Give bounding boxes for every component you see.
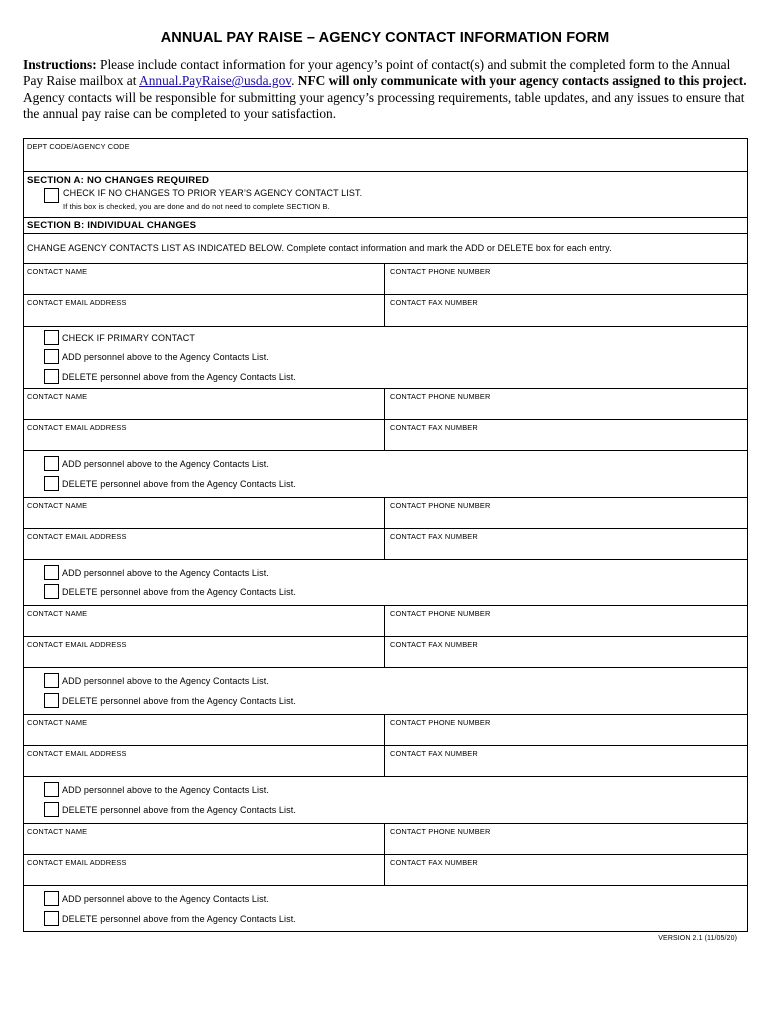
contact-name-label[interactable]: CONTACT NAME <box>27 609 88 618</box>
delete-label: DELETE personnel above from the Agency Contacts List. <box>62 371 296 382</box>
instructions-bold-note: NFC will only communicate with your agency contacts assigned to this project. <box>297 73 747 89</box>
contact-fax-label[interactable]: CONTACT FAX NUMBER <box>390 423 478 432</box>
delete-checkbox[interactable] <box>44 584 59 599</box>
contact-phone-label[interactable]: CONTACT PHONE NUMBER <box>390 718 491 727</box>
contact-fax-label[interactable]: CONTACT FAX NUMBER <box>390 858 478 867</box>
delete-checkbox[interactable] <box>44 802 59 817</box>
section-a <box>24 172 747 218</box>
contact-name-label[interactable]: CONTACT NAME <box>27 718 88 727</box>
entry-1-options <box>24 327 747 389</box>
entry-4-name-phone-row <box>24 606 747 637</box>
entry-4-options <box>24 668 747 715</box>
contact-fax-label[interactable]: CONTACT FAX NUMBER <box>390 749 478 758</box>
entry-1-name-phone-row <box>24 264 747 295</box>
version-label: VERSION 2.1 (11/05/20) <box>658 935 737 942</box>
entry-4-email-fax-row <box>24 637 747 668</box>
no-changes-checkbox[interactable] <box>44 188 59 203</box>
delete-label: DELETE personnel above from the Agency Contacts List. <box>62 695 296 706</box>
instructions-label: Instructions: <box>23 57 97 72</box>
delete-label: DELETE personnel above from the Agency Contacts List. <box>62 478 296 489</box>
instructions-text-2: . <box>291 73 298 89</box>
contact-email-label[interactable]: CONTACT EMAIL ADDRESS <box>27 749 127 758</box>
contact-phone-label[interactable]: CONTACT PHONE NUMBER <box>390 501 491 510</box>
entry-5-options <box>24 777 747 824</box>
contact-phone-label[interactable]: CONTACT PHONE NUMBER <box>390 392 491 401</box>
contact-phone-label[interactable]: CONTACT PHONE NUMBER <box>390 609 491 618</box>
contact-fax-label[interactable]: CONTACT FAX NUMBER <box>390 532 478 541</box>
dept-code-label: DEPT CODE/AGENCY CODE <box>27 142 130 151</box>
entry-6-name-phone-row <box>24 824 747 855</box>
add-label: ADD personnel above to the Agency Contacts List. <box>62 458 269 469</box>
add-label: ADD personnel above to the Agency Contacts List. <box>62 893 269 904</box>
delete-checkbox[interactable] <box>44 911 59 926</box>
add-checkbox[interactable] <box>44 565 59 580</box>
contact-name-label[interactable]: CONTACT NAME <box>27 392 88 401</box>
add-label: ADD personnel above to the Agency Contacts List. <box>62 675 269 686</box>
contact-email-label[interactable]: CONTACT EMAIL ADDRESS <box>27 423 127 432</box>
contact-phone-label[interactable]: CONTACT PHONE NUMBER <box>390 827 491 836</box>
entry-5-name-phone-row <box>24 715 747 746</box>
section-b-heading: SECTION B: INDIVIDUAL CHANGES <box>27 220 197 231</box>
contact-email-label[interactable]: CONTACT EMAIL ADDRESS <box>27 298 127 307</box>
delete-checkbox[interactable] <box>44 369 59 384</box>
entry-2-options <box>24 451 747 498</box>
add-checkbox[interactable] <box>44 782 59 797</box>
entry-3-email-fax-row <box>24 529 747 560</box>
delete-label: DELETE personnel above from the Agency Contacts List. <box>62 913 296 924</box>
entry-3-options <box>24 560 747 606</box>
entry-5-email-fax-row <box>24 746 747 777</box>
contact-email-label[interactable]: CONTACT EMAIL ADDRESS <box>27 640 127 649</box>
section-b-instruction-row <box>24 234 747 264</box>
delete-checkbox[interactable] <box>44 693 59 708</box>
entry-1-email-fax-row <box>24 295 747 327</box>
contact-name-label[interactable]: CONTACT NAME <box>27 501 88 510</box>
contact-email-label[interactable]: CONTACT EMAIL ADDRESS <box>27 858 127 867</box>
contact-form <box>23 138 748 932</box>
entry-2-name-phone-row <box>24 389 747 420</box>
primary-contact-label: CHECK IF PRIMARY CONTACT <box>62 332 195 343</box>
section-b <box>24 218 747 234</box>
entry-2-email-fax-row <box>24 420 747 451</box>
delete-checkbox[interactable] <box>44 476 59 491</box>
add-label: ADD personnel above to the Agency Contacts List. <box>62 351 269 362</box>
entry-6-options <box>24 886 747 931</box>
no-changes-note: If this box is checked, you are done and do not need to complete SECTION B. <box>63 202 330 211</box>
mailbox-email-link[interactable]: Annual.PayRaise@usda.gov <box>139 73 292 89</box>
contact-name-label[interactable]: CONTACT NAME <box>27 267 88 276</box>
delete-label: DELETE personnel above from the Agency Contacts List. <box>62 586 296 597</box>
instructions-text-3: Agency contacts will be responsible for submitting your agency’s processing requirements, table updates, and any issues to ensure that the annual pay raise can be completed to your satisfaction. <box>23 89 745 121</box>
contact-email-label[interactable]: CONTACT EMAIL ADDRESS <box>27 532 127 541</box>
contact-phone-label[interactable]: CONTACT PHONE NUMBER <box>390 267 491 276</box>
entry-3-name-phone-row <box>24 498 747 529</box>
no-changes-label: CHECK IF NO CHANGES TO PRIOR YEAR’S AGENCY CONTACT LIST. <box>63 188 363 198</box>
contact-name-label[interactable]: CONTACT NAME <box>27 827 88 836</box>
primary-contact-checkbox[interactable] <box>44 330 59 345</box>
instructions-paragraph <box>23 57 748 122</box>
dept-code-field[interactable] <box>24 139 747 172</box>
section-a-heading: SECTION A: NO CHANGES REQUIRED <box>27 175 210 186</box>
add-label: ADD personnel above to the Agency Contacts List. <box>62 784 269 795</box>
add-label: ADD personnel above to the Agency Contacts List. <box>62 567 269 578</box>
form-title: ANNUAL PAY RAISE – AGENCY CONTACT INFORMATION FORM <box>160 30 610 46</box>
contact-fax-label[interactable]: CONTACT FAX NUMBER <box>390 298 478 307</box>
add-checkbox[interactable] <box>44 349 59 364</box>
add-checkbox[interactable] <box>44 456 59 471</box>
delete-label: DELETE personnel above from the Agency Contacts List. <box>62 804 296 815</box>
instructions-text-1: Please include contact information for your agency’s point of contact(s) and submit the completed form to the Annual Pay Raise mailbox at <box>23 57 731 89</box>
section-b-instruction: CHANGE AGENCY CONTACTS LIST AS INDICATED BELOW. Complete contact information and mark the ADD or DELETE box for each entry. <box>27 243 612 253</box>
entry-6-email-fax-row <box>24 855 747 886</box>
add-checkbox[interactable] <box>44 673 59 688</box>
add-checkbox[interactable] <box>44 891 59 906</box>
contact-fax-label[interactable]: CONTACT FAX NUMBER <box>390 640 478 649</box>
